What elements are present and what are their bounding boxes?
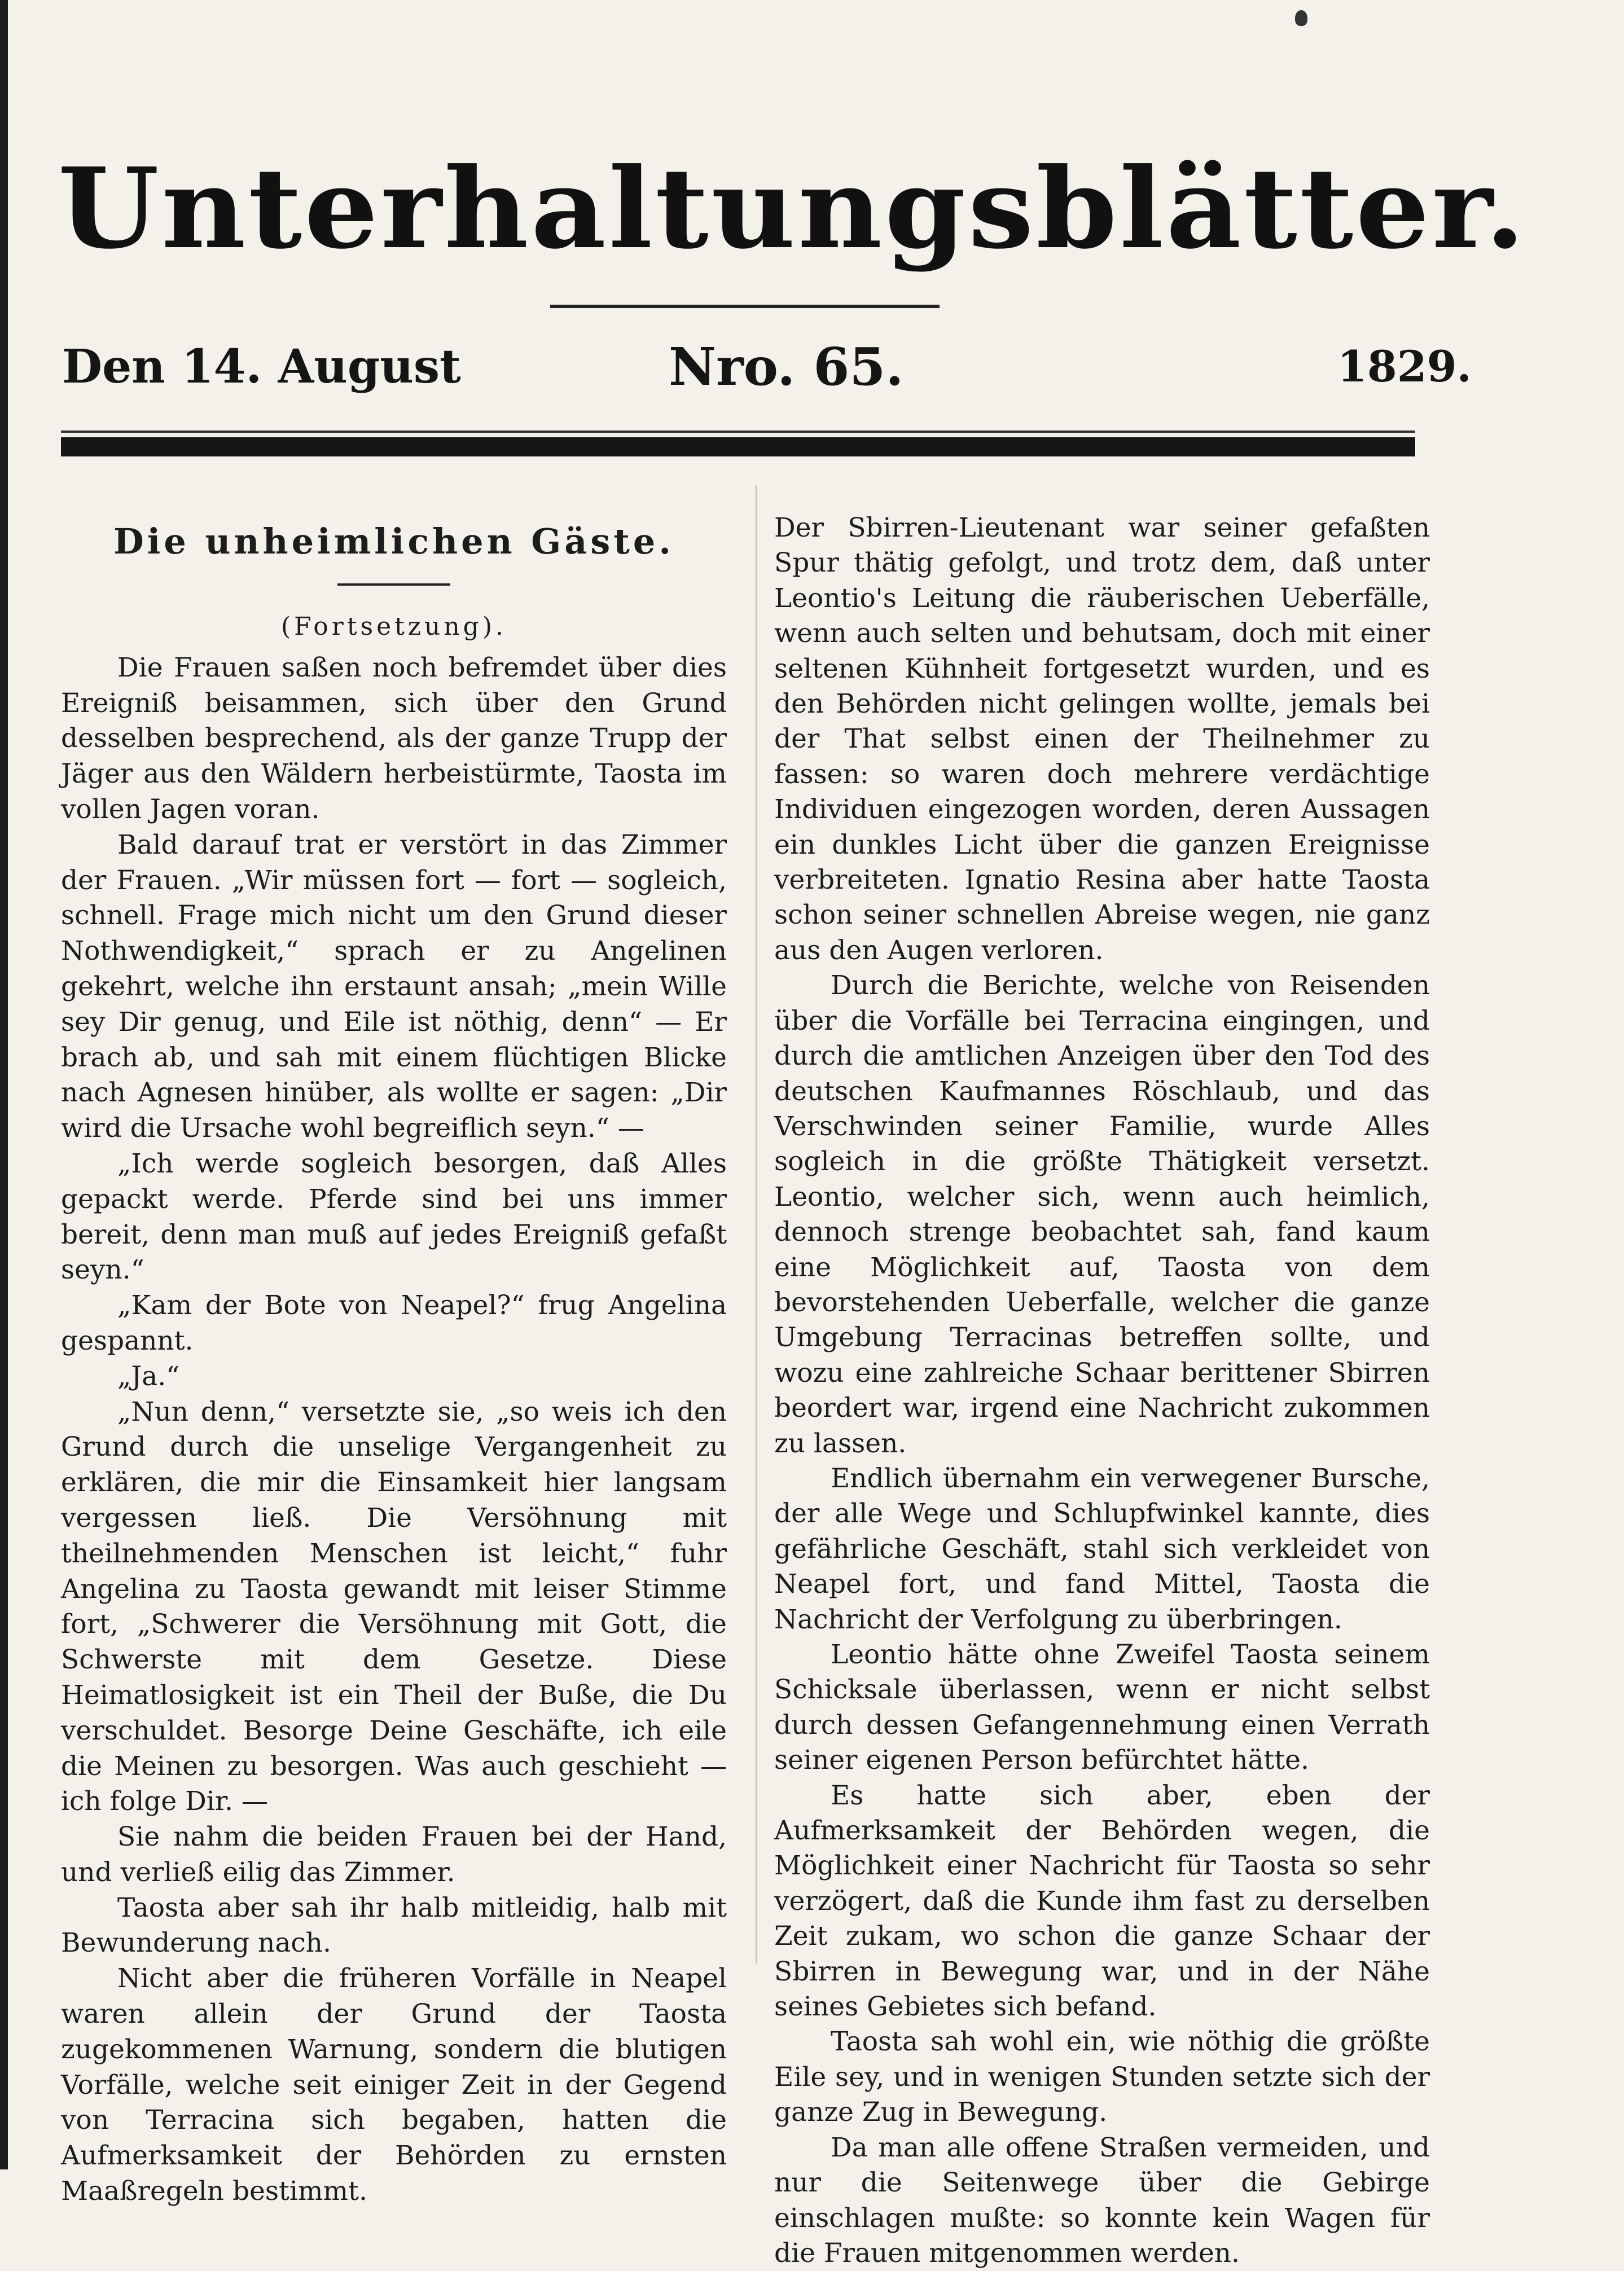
scan-edge (0, 0, 8, 2169)
paragraph: Leontio hätte ohne Zweifel Taosta seinem Schicksale überlassen, wenn er nicht selbst durch dessen Gefangennehmung einen Verrath seiner eigenen Person befürchtet hätte. (774, 1639, 1430, 1776)
paragraph: Der Sbirren-Lieutenant war seiner gefaßten Spur thätig gefolgt, und trotz dem, daß unter Leontio's Leitung die räuberischen Ueberfälle, wenn auch selten und behutsam, doch mit einer seltenen Kühnheit fortgesetzt wurden, und es den Behörden nicht gelingen wollte, jemals bei der That selbst einen der Theilnehmer zu fassen: so waren doch mehrere verdächtige Individuen eingezogen worden, deren Aussagen ein dunkles Licht über die ganzen Ereignisse verbreiteten. Ignatio Resina aber hatte Taosta schon seiner schnellen Abreise wegen, nie ganz aus den Augen verloren. (774, 512, 1430, 966)
paragraph: Bald darauf trat er verstört in das Zimmer der Frauen. „Wir müssen fort — fort — sogleich, schnell. Frage mich nicht um den Grund dieser Nothwendigkeit,“ sprach er zu Angelinen gekehrt, welche ihn erstaunt ansah; „mein Wille sey Dir genug, und Eile ist nöthig, denn“ — Er brach ab, und sah mit einem flüchtigen Blicke nach Agnesen hinüber, als wollte er sagen: „Dir wird die Ursache wohl begreiflich seyn.“ — (61, 829, 727, 1144)
paragraph: Es hatte sich aber, eben der Aufmerksamkeit der Behörden wegen, die Möglichkeit einer Nachricht für Taosta so sehr verzögert, daß die Kunde ihm fast zu derselben Zeit zukam, wo schon die ganze Schaar der Sbirren in Bewegung war, und in der Nähe seines Gebietes sich befand. (774, 1780, 1430, 2023)
paragraph: „Kam der Bote von Neapel?“ frug Angelina gespannt. (61, 1290, 727, 1356)
masthead-title: Unterhaltungsblätter. (58, 144, 1528, 274)
header-thin-rule (61, 431, 1415, 433)
paragraph: Sie nahm die beiden Frauen bei der Hand, und verließ eilig das Zimmer. (61, 1821, 727, 1888)
left-column (61, 508, 727, 2209)
paragraph: „Ja.“ (117, 1360, 180, 1392)
paragraph: Taosta sah wohl ein, wie nöthig die größte Eile sey, und in wenigen Stunden setzte sich der ganze Zug in Bewegung. (774, 2026, 1430, 2128)
header-thick-rule (61, 437, 1415, 456)
article-subhead: (Fortsetzung). (281, 612, 507, 641)
paragraph: Durch die Berichte, welche von Reisenden über die Vorfälle bei Terracina eingingen, und durch die amtlichen Anzeigen über den Tod des deutschen Kaufmannes Röschlaub, und das Verschwinden seiner Familie, wurde Alles sogleich in die größte Thätigkeit versetzt. Leontio, welcher sich, wenn auch heimlich, dennoch strenge beobachtet sah, fand kaum eine Möglichkeit auf, Taosta von dem bevorstehenden Ueberfalle, welcher die ganze Umgebung Terracinas betreffen sollte, und wozu eine zahlreiche Schaar berittener Sbirren beordert war, irgend eine Nachricht zukommen zu lassen. (774, 970, 1430, 1459)
paragraph: Die Frauen saßen noch befremdet über dies Ereigniß beisammen, sich über den Grund desselben besprechend, als der ganze Trupp der Jäger aus den Wäldern herbeistürmte, Taosta im vollen Jagen voran. (61, 652, 727, 825)
paragraph: Endlich übernahm ein verwegener Bursche, der alle Wege und Schlupfwinkel kannte, dies gefährliche Geschäft, stahl sich verkleidet von Neapel fort, und fand Mittel, Taosta die Nachricht der Verfolgung zu überbringen. (774, 1462, 1430, 1635)
paragraph: Da man alle offene Straßen vermeiden, und nur die Seitenwege über die Gebirge einschlagen mußte: so konnte kein Wagen für die Frauen mitgenommen werden. (774, 2132, 1430, 2269)
paragraph: „Nun denn,“ versetzte sie, „so weis ich den Grund durch die unselige Vergangenheit zu erklären, die mir die Einsamkeit hier langsam vergessen ließ. Die Versöhnung mit theilnehmenden Menschen ist leicht,“ fuhr Angelina zu Taosta gewandt mit leiser Stimme fort, „Schwerer die Versöhnung mit Gott, die Schwerste mit dem Gesetze. Diese Heimatlosigkeit ist ein Theil der Buße, die Du verschuldet. Besorge Deine Geschäfte, ich eile die Meinen zu besorgen. Was auch geschieht — ich folge Dir. — (61, 1396, 727, 1817)
issue-number: Nro. 65. (669, 336, 904, 397)
article-title: Die unheimlichen Gäste. (113, 521, 674, 562)
paragraph: Taosta aber sah ihr halb mitleidig, halb mit Bewunderung nach. (61, 1892, 727, 1959)
ink-blot (1295, 10, 1307, 26)
column-divider (756, 485, 757, 1963)
paragraph: Nicht aber die früheren Vorfälle in Neapel waren allein der Grund der Taosta zugekommenen Warnung, sondern die blutigen Vorfälle, welche seit einiger Zeit in der Gegend von Terracina sich begaben, hatten die Aufmerksamkeit der Behörden zu ernsten Maaßregeln bestimmt. (61, 1963, 727, 2207)
masthead-rule (550, 305, 940, 308)
title-rule (337, 583, 450, 586)
paragraph: „Ich werde sogleich besorgen, daß Alles gepackt werde. Pferde sind bei uns immer bereit, denn man muß auf jedes Ereigniß gefaßt seyn.“ (61, 1148, 727, 1286)
right-column (774, 511, 1430, 2271)
issue-year: 1829. (1337, 341, 1472, 392)
issue-date: Den 14. August (62, 340, 461, 394)
